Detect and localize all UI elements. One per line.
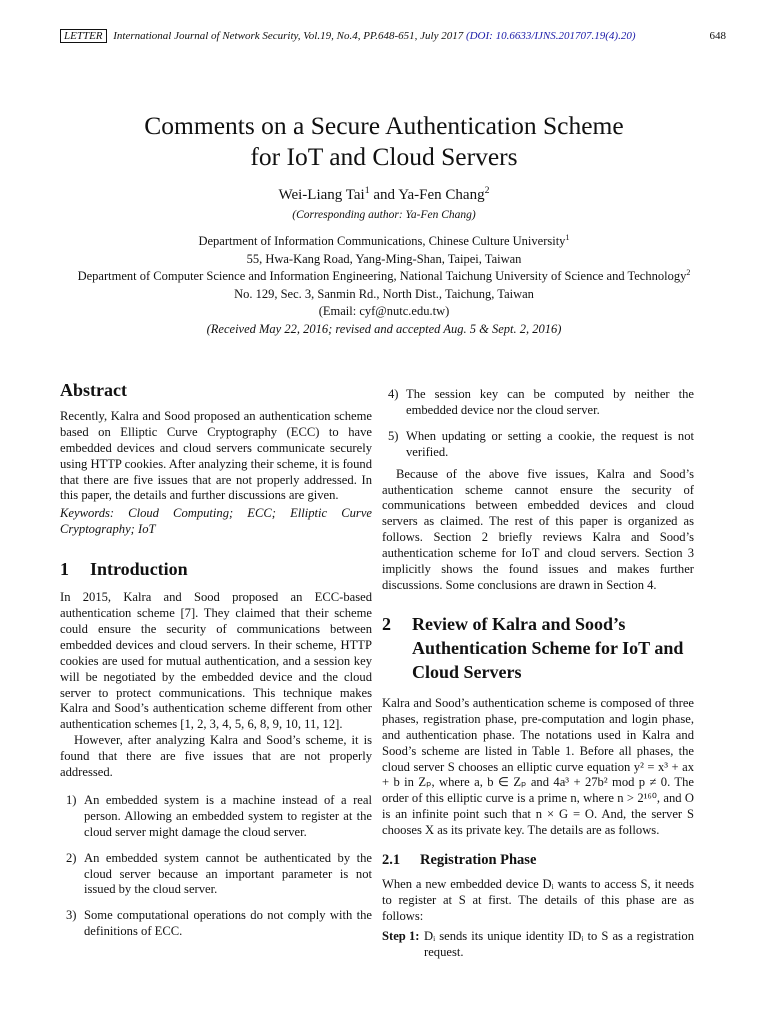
section-2-heading — [382, 612, 694, 684]
registration-step-1 — [382, 929, 694, 961]
intro-number: 1 — [60, 559, 69, 580]
author-list — [0, 187, 768, 204]
page-number: 648 — [709, 30, 726, 42]
issue-text: Some computational operations do not comply with the definitions of ECC. — [84, 908, 372, 939]
section-2-1-number: 2.1 — [382, 852, 401, 869]
issue-text: An embedded system is a machine instead of a real person. Allowing an embedded system to register at the cloud server might damage the cloud server. — [84, 792, 372, 839]
author-and: and — [369, 187, 399, 203]
affiliation-2-sup: 2 — [686, 267, 691, 277]
intro-paragraph-2: However, after analyzing Kalra and Sood’s scheme, it is found that there are five issues that are not properly addressed. — [60, 733, 372, 780]
affiliation-1-sup: 1 — [565, 232, 570, 242]
issue-number: 5) — [388, 428, 399, 443]
journal-citation: International Journal of Network Security, Vol.19, No.4, PP.648-651, July 2017 — [113, 30, 464, 42]
issue-number: 1) — [66, 792, 77, 807]
author-1: Wei-Liang Tai — [278, 187, 365, 203]
title-line-1: Comments on a Secure Authentication Scheme — [144, 111, 624, 140]
running-header — [60, 30, 732, 50]
intro-heading — [60, 559, 372, 580]
corresponding-author: (Corresponding author: Ya-Fen Chang) — [292, 209, 476, 221]
affiliations — [0, 233, 768, 338]
issue-item-3 — [60, 908, 372, 940]
abstract-heading: Abstract — [60, 380, 127, 400]
section-2-title: Review of Kalra and Sood’s Authentication Scheme for IoT and Cloud Servers — [412, 613, 684, 682]
issue-number: 4) — [388, 387, 399, 401]
paper-title — [0, 110, 768, 172]
issue-item-1 — [60, 793, 372, 841]
intro-title: Introduction — [90, 559, 188, 580]
issue-item-2 — [60, 851, 372, 899]
section-2-1-title: Registration Phase — [420, 852, 537, 869]
left-column — [60, 380, 372, 940]
letter-tag: LETTER — [60, 29, 107, 43]
keywords: Keywords: Cloud Computing; ECC; Elliptic Curve Cryptography; IoT — [60, 506, 372, 537]
affiliation-1-address: 55, Hwa-Kang Road, Yang-Ming-Shan, Taipei, Taiwan — [246, 251, 522, 266]
section-2-1-paragraph: When a new embedded device Dᵢ wants to access S, it needs to register at S at first. The details of this phase are as follows: — [382, 876, 694, 923]
affiliation-2-address: No. 129, Sec. 3, Sanmin Rd., North Dist., Taichung, Taiwan — [234, 286, 534, 301]
author-2-sup: 2 — [484, 185, 490, 196]
affiliation-2-text: Department of Computer Science and Information Engineering, National Taichung University of Science and Technology — [77, 269, 687, 283]
issue-number: 3) — [66, 908, 77, 923]
section-2-number: 2 — [382, 613, 391, 634]
issue-item-4 — [382, 387, 694, 419]
author-2: Ya-Fen Chang — [398, 187, 485, 203]
title-line-2: for IoT and Cloud Servers — [250, 142, 518, 171]
issue-text: An embedded system cannot be authenticated by the cloud server because an important parameter is not issued by the cloud server. — [84, 850, 372, 897]
affiliation-2 — [0, 268, 768, 286]
section-2-paragraph: Kalra and Sood’s authentication scheme is composed of three phases, registration phase, pre-computation and login phase, and authentication phase. The notations used in Kalra and Sood’s scheme are listed in Table 1. Before all phases, the cloud server S chooses an elliptic curve equation y² = x³ + ax + b in Zₚ, where a, b ∈ Zₚ and 4a³ + 27b² mod p ≠ 0. The order of this elliptic curve is a prime n, where n > 2¹⁶⁰, and O is an infinite point such that n × G = O. And, the server S chooses X as its private key. The details are as follows. — [382, 695, 694, 838]
email[interactable]: (Email: cyf@nutc.edu.tw) — [318, 304, 450, 318]
intro-paragraph-1: In 2015, Kalra and Sood proposed an ECC-based authentication scheme [7]. They claimed that their scheme could ensure the security of communications between embedded devices and cloud servers. In their scheme, HTTP cookies are used for mutual authentication, and a session key will be negotiated by the embedded device and the cloud server to protect communications. This technique makes Kalra and Sood’s authentication scheme different from other authentication schemes [1, 2, 3, 4, 5, 6, 8, 9, 10, 11, 12]. — [60, 590, 372, 732]
affiliation-1-text: Department of Information Communications, Chinese Culture University — [198, 234, 566, 248]
received-dates: (Received May 22, 2016; revised and accepted Aug. 5 & Sept. 2, 2016) — [206, 321, 562, 336]
issue-item-5 — [382, 429, 694, 461]
organization-paragraph: Because of the above five issues, Kalra and Sood’s authentication scheme cannot ensure the security of communications between embedded devices and cloud servers as claimed. The rest of this paper is organized as follows. Section 2 briefly reviews Kalra and Sood’s authentication scheme for IoT and cloud servers. Section 3 implicitly shows the found issues and makes further discussions. Some conclusions are drawn in Section 4. — [382, 466, 694, 592]
author-1-sup: 1 — [364, 185, 370, 196]
affiliation-1 — [0, 233, 768, 251]
step-label: Step 1: — [382, 928, 420, 943]
doi-link[interactable]: (DOI: 10.6633/IJNS.201707.19(4).20) — [465, 30, 636, 42]
issue-text: When updating or setting a cookie, the request is not verified. — [406, 428, 694, 459]
section-2-1-heading — [382, 853, 694, 869]
abstract-body: Recently, Kalra and Sood proposed an authentication scheme based on Elliptic Curve Cryptography (ECC) to have embedded devices and cloud servers communicate securely using HTTP cookies. After analyzing their scheme, it is found that there are five issues that are not properly addressed. In this paper, the details and further discussions are given. — [60, 408, 372, 503]
issue-text: The session key can be computed by neither the embedded device nor the cloud server. — [406, 387, 694, 417]
issue-number: 2) — [66, 850, 77, 865]
step-text: Dᵢ sends its unique identity IDᵢ to S as a registration request. — [424, 928, 694, 959]
right-column — [382, 387, 694, 960]
